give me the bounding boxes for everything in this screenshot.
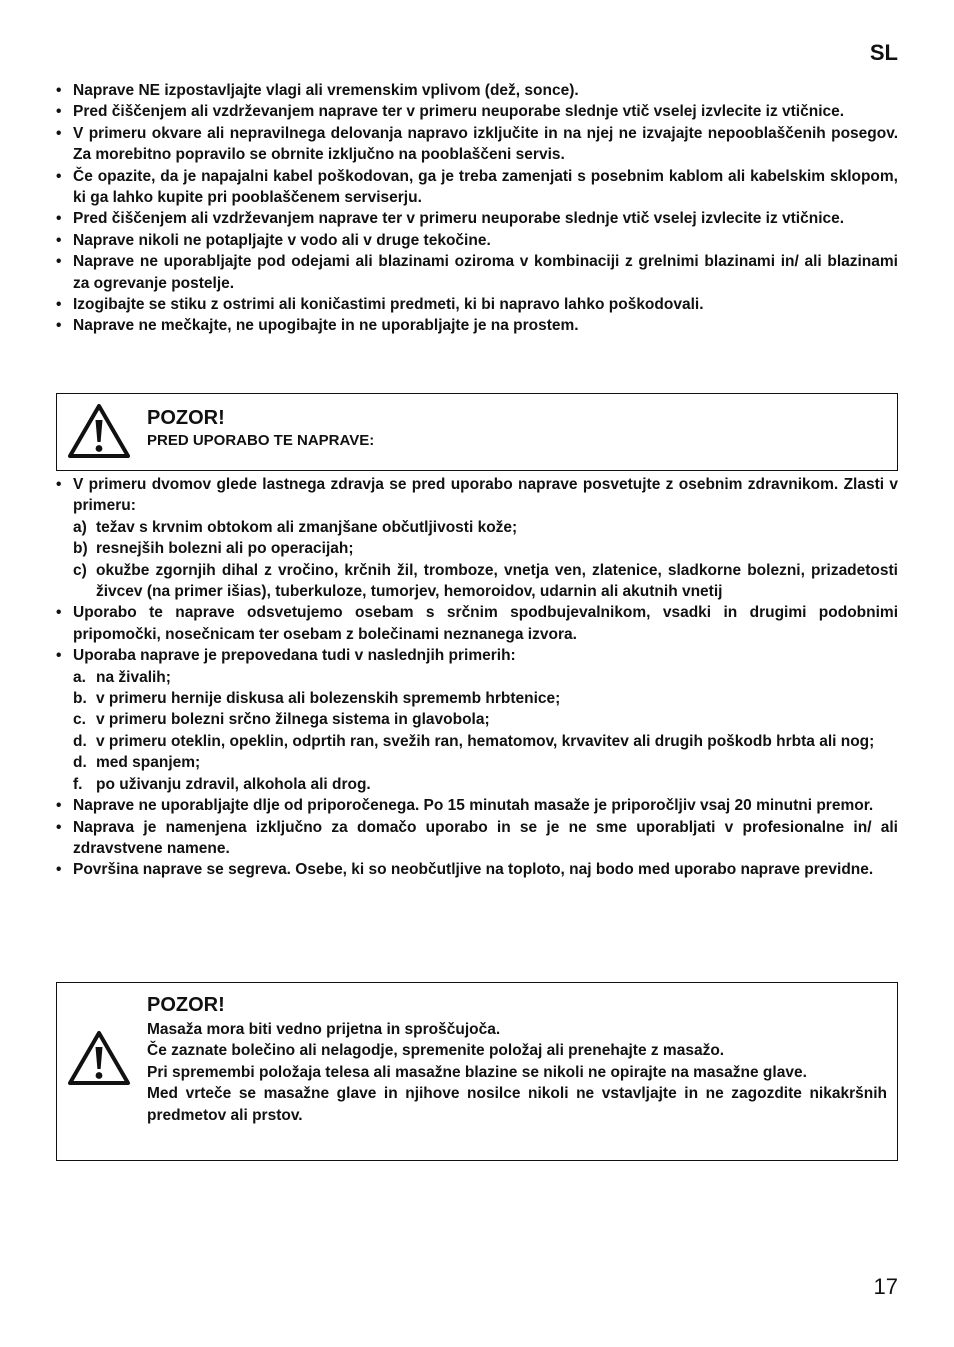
sub-item bbox=[73, 709, 898, 730]
sub-item-marker: a) bbox=[73, 518, 87, 536]
warning-line: Masaža mora biti vedno prijetna in sproščujoča. bbox=[147, 1021, 501, 1038]
sub-item-text: resnejših bolezni ali po operacijah; bbox=[96, 540, 354, 558]
list-item: • Pred čiščenjem ali vzdrževanjem naprave ter v primeru neuporabe slednje vtič vselej izvlecite iz vtičnice. bbox=[56, 101, 898, 122]
sub-item bbox=[73, 752, 898, 773]
list-item: • Naprave ne uporabljajte pod odejami ali blazinami oziroma v kombinaciji z grelnimi blazinami in/ ali blazinami za ogrevanje postelje. bbox=[56, 251, 898, 294]
list-item: • Izogibajte se stiku z ostrimi ali koničastimi predmeti, ki bi napravo lahko poškodovali. bbox=[56, 294, 898, 315]
sub-item bbox=[73, 538, 898, 559]
safety-list-health bbox=[56, 474, 898, 881]
warning-title: POZOR! bbox=[147, 407, 225, 429]
sub-item-marker: d. bbox=[73, 732, 87, 750]
sub-item-marker: b. bbox=[73, 690, 87, 708]
sub-item-marker: c) bbox=[73, 561, 87, 579]
sub-item-text: na živalih; bbox=[96, 668, 171, 686]
list-item bbox=[56, 474, 898, 602]
list-item: • Naprava je namenjena izključno za domačo uporabo in se je ne sme uporabljati v profesionalne in/ ali zdravstvene namene. bbox=[56, 817, 898, 860]
list-item: • Naprave ne mečkajte, ne upogibajte in ne uporabljajte je na prostem. bbox=[56, 315, 898, 336]
sub-item bbox=[73, 667, 898, 688]
sub-item bbox=[73, 774, 898, 795]
warning-subtitle: PRED UPORABO TE NAPRAVE: bbox=[147, 432, 375, 449]
sub-item-text: v primeru bolezni srčno žilnega sistema in glavobola; bbox=[96, 711, 490, 729]
list-item: • Uporabo te naprave odsvetujemo osebam s srčnim spodbujevalnikom, vsadki in drugimi podobnimi pripomočki, nosečnicam ter osebam z bolečinami neznanega izvora. bbox=[56, 602, 898, 645]
sub-item-marker: a. bbox=[73, 668, 86, 686]
warning-line: Pri spremembi položaja telesa ali masažne blazine se nikoli ne opirajte na masažne glave. bbox=[147, 1063, 807, 1081]
warning-line: Med vrteče se masažne glave in njihove nosilce nikoli ne vstavljajte in ne zagozdite nikakršnih predmetov ali prstov. bbox=[147, 1085, 887, 1124]
list-item: • Naprave ne uporabljajte dlje od priporočenega. Po 15 minutah masaže je priporočljiv vsaj 20 minutni premor. bbox=[56, 795, 898, 816]
sub-item bbox=[73, 560, 898, 603]
sub-item-text: po uživanju zdravil, alkohola ali drog. bbox=[96, 775, 371, 793]
sub-item-marker: d. bbox=[73, 754, 87, 772]
warning-text bbox=[147, 1019, 887, 1126]
page-number: 17 bbox=[873, 1274, 898, 1299]
sub-item-marker: f. bbox=[73, 775, 83, 793]
warning-line: Če zaznate bolečino ali nelagodje, spremenite položaj ali prenehajte z masažo. bbox=[147, 1042, 725, 1060]
list-item: • Če opazite, da je napajalni kabel poškodovan, ga je treba zamenjati s posebnim kablom ali kabelskim sklopom, ki ga lahko kupite pri pooblaščenem serviserju. bbox=[56, 166, 898, 209]
list-item: • Naprave NE izpostavljajte vlagi ali vremenskim vplivom (dež, sonce). bbox=[56, 80, 898, 101]
sub-item-text: v primeru oteklin, opeklin, odprtih ran, svežih ran, hematomov, krvavitev ali drugih poškodb hrbta ali nog; bbox=[96, 732, 875, 750]
list-item: • V primeru okvare ali nepravilnega delovanja napravo izključite in na njej ne izvajajte nepooblaščenih posegov. Za morebitno popravilo se obrnite izključno na pooblaščeni servis. bbox=[56, 123, 898, 166]
warning-triangle-icon bbox=[67, 402, 131, 460]
list-item: • Pred čiščenjem ali vzdrževanjem naprave ter v primeru neuporabe slednje vtič vselej izvlecite iz vtičnice. bbox=[56, 208, 898, 229]
list-item-text: V primeru dvomov glede lastnega zdravja se pred uporabo naprave posvetujte z osebnim zdravnikom. Zlasti v primeru: bbox=[73, 476, 898, 515]
list-item bbox=[56, 645, 898, 795]
sub-item-marker: c. bbox=[73, 711, 86, 729]
sub-item-text: med spanjem; bbox=[96, 754, 201, 772]
sub-item-text: težav s krvnim obtokom ali zmanjšane občutljivosti kože; bbox=[96, 518, 518, 536]
sub-item-marker: b) bbox=[73, 540, 88, 558]
sub-item bbox=[73, 731, 898, 752]
list-item: • Površina naprave se segreva. Osebe, ki so neobčutljive na toploto, naj bodo med uporabo naprave previdne. bbox=[56, 859, 898, 880]
warning-box-before-use bbox=[56, 393, 898, 471]
list-item-text: Uporaba naprave je prepovedana tudi v naslednjih primerih: bbox=[73, 647, 516, 665]
warning-triangle-icon bbox=[67, 1029, 131, 1087]
safety-list-general bbox=[56, 80, 898, 337]
sub-item bbox=[73, 517, 898, 538]
warning-title: POZOR! bbox=[147, 994, 225, 1016]
language-code: SL bbox=[869, 40, 898, 65]
warning-box-massage bbox=[56, 982, 898, 1161]
sub-item-text: okužbe zgornjih dihal z vročino, krčnih žil, tromboze, vnetja ven, zlatenice, sladkorne bolezni, prizadetosti živcev (na primer išias), tuberkuloze, tumorjev, hemoroidov, udarnin ali akutnih vnetij bbox=[96, 561, 898, 601]
list-item: • Naprave nikoli ne potapljajte v vodo ali v druge tekočine. bbox=[56, 230, 898, 251]
sub-item-text: v primeru hernije diskusa ali bolezenskih sprememb hrbtenice; bbox=[96, 690, 561, 708]
sub-item bbox=[73, 688, 898, 709]
